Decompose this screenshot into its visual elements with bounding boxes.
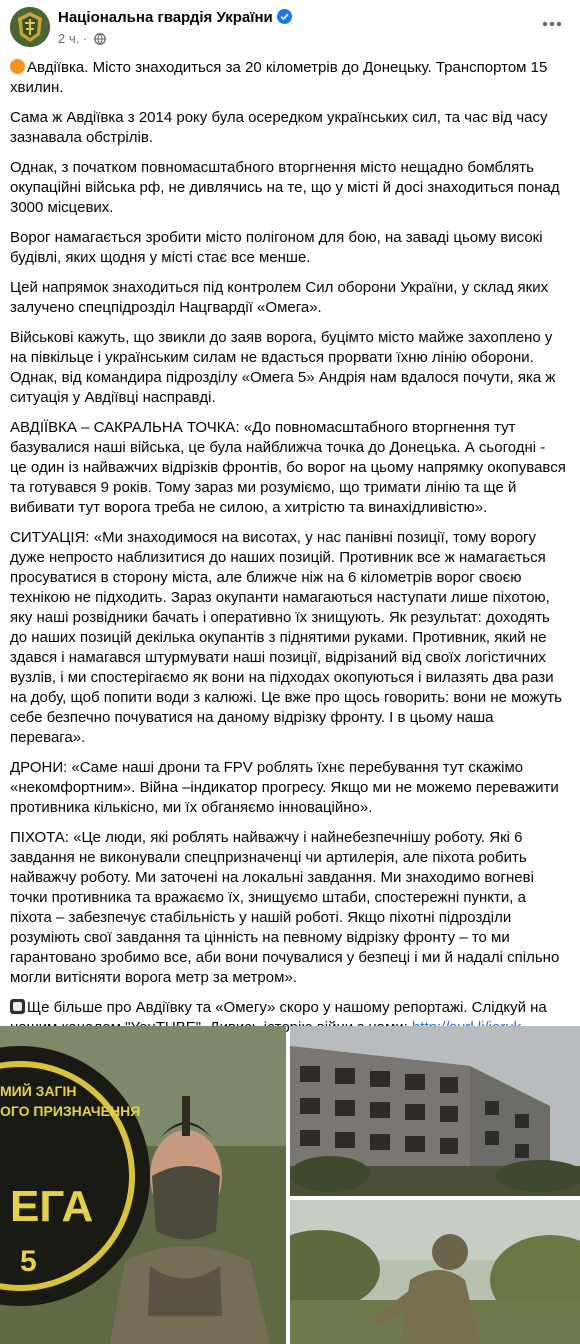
stop-button-icon bbox=[10, 999, 25, 1014]
photo-soldier[interactable] bbox=[0, 1026, 286, 1344]
soldier-photo-image bbox=[0, 1026, 286, 1344]
paragraph-10: ПІХОТА: «Це люди, які роблять найважчу і найнебезпечнішу роботу. Які 6 завдання не виконували спецпризначенці чи артилерія, але піхота робить найважчу роботу. Ми заточені на локальні завдання. Ми знаходимо вогневі точки противника та вражаємо їх, знищуємо штаби, спостережні пункти, а піхота – забезпечує стабільність у нашій роботі. Якщо піхотні підрозділи розуміють свої завдання та цінність на певному відрізку фронту – то ми гарантовано зробимо все, аби вони почувалися у безпеці і ми й надалі спільно могли витісняти ворога метр за метром». bbox=[10, 829, 560, 986]
field-soldier-image bbox=[290, 1200, 580, 1344]
patch-text-line2: ОГО ПРИЗНАЧЕННЯ bbox=[0, 1103, 141, 1119]
patch-text-big: ЕГА bbox=[10, 1182, 94, 1231]
paragraph-11-text: Ще більше про Авдіївку та «Омегу» скоро у нашому репортажі. Слідкуй на історію bbox=[27, 999, 547, 1036]
paragraph-7: АВДІЇВКА – САКРАЛЬНА ТОЧКА: «До повномасштабного вторгнення тут базувалися наші війська, це була найближча точка до Донецька. А сьогодні - це один із найважчих відрізків фронтів, бо ворог на цьому напрямку окопувався та готувався 9 років. Тому зараз ми розуміємо, що тримати лінію та ще й вибивати тут ворога треба не силою, а хитрістю та винахідливістю». bbox=[10, 419, 566, 516]
national-guard-emblem-icon bbox=[10, 7, 50, 47]
patch-number: 5 bbox=[20, 1245, 37, 1278]
page-avatar[interactable] bbox=[10, 7, 50, 47]
paragraph-1 bbox=[10, 58, 566, 98]
orange-circle-icon bbox=[10, 59, 25, 74]
verified-badge-icon bbox=[277, 9, 292, 24]
globe-icon bbox=[94, 33, 106, 45]
meta-separator: · bbox=[82, 31, 88, 46]
paragraph-4: Ворог намагається зробити місто полігоном для бою, на заваді цьому високі будівлі, яких щодня у місті стає все менше. bbox=[10, 229, 543, 266]
post-meta bbox=[58, 31, 106, 46]
paragraph-5: Цей напрямок знаходиться під контролем Сил оборони України, у склад яких залучено спецпідрозділ Нацгвардії «Омега». bbox=[10, 279, 549, 316]
photo-ruined-building[interactable] bbox=[290, 1026, 580, 1196]
post-time[interactable]: 2 ч. bbox=[58, 31, 80, 46]
page-name-text[interactable]: Національна гвардія України bbox=[58, 9, 273, 26]
more-options-icon[interactable] bbox=[540, 14, 564, 34]
paragraph-1-text: Авдіївка. Місто знаходиться за 20 кілометрів до Донецьку. Транспортом 15 хвилин. bbox=[10, 59, 548, 96]
photo-grid bbox=[0, 1026, 580, 1344]
photo-soldier-field[interactable] bbox=[290, 1200, 580, 1344]
post-body bbox=[10, 58, 566, 1048]
page-name[interactable] bbox=[58, 9, 292, 26]
post-header bbox=[0, 0, 580, 52]
paragraph-2: Сама ж Авдіївка з 2014 року була осередком українських сил, та час від часу зазнавала обстрілів. bbox=[10, 109, 548, 146]
paragraph-8: СИТУАЦІЯ: «Ми знаходимося на висотах, у нас панівні позиції, тому ворогу дуже непросто наблизитися до наших позицій. Противник все ж намагається просуватися в сторону міста, але ближче ніж на 6 кілометрів ворог своєю технікою не підходить. Зараз окупанти намагаються наступати лише піхотою, яку наші розвідники бачать і оперативно їх знищують. Як результат: доходять до наших позицій декілька окупантів з піднятими руками. Противник, який не здався і намагався штурмувати наші позиції, відрізаний від своїх логістичних вузлів, і ми спостерігаємо як вони на підходах окопуються і вилазять два рази на добу, щоб попити води з калюжі. Це вже про щось говорить: вони не можуть себе безпечно почуватися на даному відрізку фронту. І в цьому наша перевага». bbox=[10, 529, 562, 746]
patch-text-line1: МИЙ ЗАГІН bbox=[0, 1083, 77, 1099]
paragraph-3: Однак, з початком повномасштабного вторгнення місто нещадно бомблять окупаційні війська рф, не дивлячись на те, що у місті й досі знаходиться понад 3000 місцевих. bbox=[10, 159, 560, 216]
paragraph-6: Військові кажуть, що звикли до заяв ворога, буцімто місто майже захоплено у на півкільце і українським силам не вдасться прорвати їхню лінію оборони. Однак, від командира підрозділу «Омега 5» Андрія нам вдалося почути, яка ж ситуація у Авдіївці насправді. bbox=[10, 329, 556, 406]
paragraph-9: ДРОНИ: «Саме наші дрони та FPV роблять їхнє перебування тут скажімо «некомфортним». Війна –індикатор прогресу. Якщо ми не можемо переважити противника кількісно, ми їх обганяємо інноваційно». bbox=[10, 759, 559, 816]
ruined-building-image bbox=[290, 1026, 580, 1196]
